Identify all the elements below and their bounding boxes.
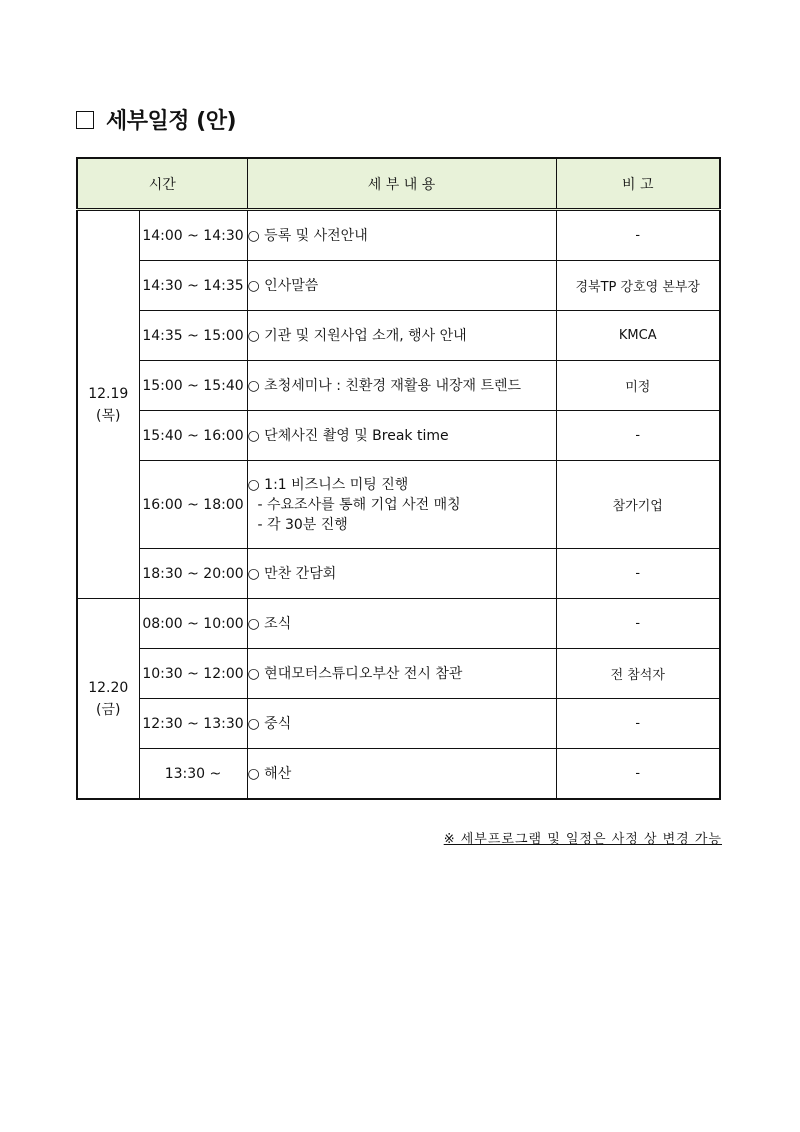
table-row bbox=[77, 311, 720, 361]
content-item: ○ 단체사진 촬영 및 Break time bbox=[247, 427, 449, 444]
schedule-body bbox=[77, 210, 720, 800]
note-cell: 전 참석자 bbox=[556, 649, 720, 699]
time-cell: 18:30 ~ 20:00 bbox=[139, 549, 247, 599]
content-item: ○ 기관 및 지원사업 소개, 행사 안내 bbox=[247, 327, 467, 344]
content-cell bbox=[247, 411, 556, 461]
content-item: ○ 현대모터스튜디오부산 전시 참관 bbox=[247, 665, 463, 682]
note-cell: KMCA bbox=[556, 311, 720, 361]
note-cell: 미정 bbox=[556, 361, 720, 411]
time-cell: 14:30 ~ 14:35 bbox=[139, 261, 247, 311]
table-row bbox=[77, 699, 720, 749]
content-subitem: - 수요조사를 통해 기업 사전 매칭 bbox=[257, 496, 461, 513]
checkbox-square-icon bbox=[76, 111, 94, 129]
content-cell bbox=[247, 699, 556, 749]
table-row bbox=[77, 749, 720, 800]
note-cell: - bbox=[556, 599, 720, 649]
table-row bbox=[77, 210, 720, 261]
note-cell: - bbox=[556, 749, 720, 800]
time-cell: 15:40 ~ 16:00 bbox=[139, 411, 247, 461]
date-cell bbox=[77, 599, 139, 800]
weekday-label: (목) bbox=[96, 407, 121, 424]
time-cell: 15:00 ~ 15:40 bbox=[139, 361, 247, 411]
time-cell: 16:00 ~ 18:00 bbox=[139, 461, 247, 549]
time-cell: 12:30 ~ 13:30 bbox=[139, 699, 247, 749]
note-cell: - bbox=[556, 411, 720, 461]
table-row bbox=[77, 411, 720, 461]
date-label: 12.19 bbox=[88, 385, 129, 402]
weekday-label: (금) bbox=[96, 701, 121, 718]
date-label: 12.20 bbox=[88, 679, 129, 696]
header-content: 세 부 내 용 bbox=[247, 158, 556, 210]
table-row bbox=[77, 649, 720, 699]
content-cell bbox=[247, 210, 556, 261]
date-cell bbox=[77, 210, 139, 599]
header-time: 시간 bbox=[77, 158, 247, 210]
note-cell: - bbox=[556, 699, 720, 749]
content-cell bbox=[247, 549, 556, 599]
note-cell: 참가기업 bbox=[556, 461, 720, 549]
table-row bbox=[77, 461, 720, 549]
content-item: ○ 등록 및 사전안내 bbox=[247, 227, 368, 244]
content-item: ○ 만찬 간담회 bbox=[247, 565, 337, 582]
table-header-row bbox=[77, 158, 720, 210]
schedule-table bbox=[76, 157, 721, 800]
content-cell bbox=[247, 261, 556, 311]
time-cell: 14:35 ~ 15:00 bbox=[139, 311, 247, 361]
content-subitem: - 각 30분 진행 bbox=[257, 516, 348, 533]
header-note: 비 고 bbox=[556, 158, 720, 210]
content-item: ○ 중식 bbox=[247, 715, 292, 732]
content-cell bbox=[247, 649, 556, 699]
time-cell: 08:00 ~ 10:00 bbox=[139, 599, 247, 649]
table-row bbox=[77, 361, 720, 411]
content-item: ○ 인사말씀 bbox=[247, 277, 319, 294]
content-cell bbox=[247, 461, 556, 549]
table-row bbox=[77, 549, 720, 599]
time-cell: 10:30 ~ 12:00 bbox=[139, 649, 247, 699]
note-cell: - bbox=[556, 549, 720, 599]
content-cell bbox=[247, 361, 556, 411]
time-cell: 14:00 ~ 14:30 bbox=[139, 210, 247, 261]
table-row bbox=[77, 599, 720, 649]
content-item: ○ 조식 bbox=[247, 615, 292, 632]
content-cell bbox=[247, 311, 556, 361]
content-item: ○ 1:1 비즈니스 미팅 진행 bbox=[247, 476, 409, 493]
footnote: ※ 세부프로그램 및 일정은 사정 상 변경 가능 bbox=[443, 832, 722, 847]
content-item: ○ 초청세미나 : 친환경 재활용 내장재 트렌드 bbox=[247, 377, 522, 394]
time-cell: 13:30 ~ bbox=[139, 749, 247, 800]
content-cell bbox=[247, 599, 556, 649]
section-title: 세부일정 (안) bbox=[106, 109, 237, 134]
content-item: ○ 해산 bbox=[247, 765, 292, 782]
note-cell: 경북TP 강호영 본부장 bbox=[556, 261, 720, 311]
content-cell bbox=[247, 749, 556, 800]
table-row bbox=[77, 261, 720, 311]
section-heading bbox=[76, 104, 236, 135]
note-cell: - bbox=[556, 210, 720, 261]
